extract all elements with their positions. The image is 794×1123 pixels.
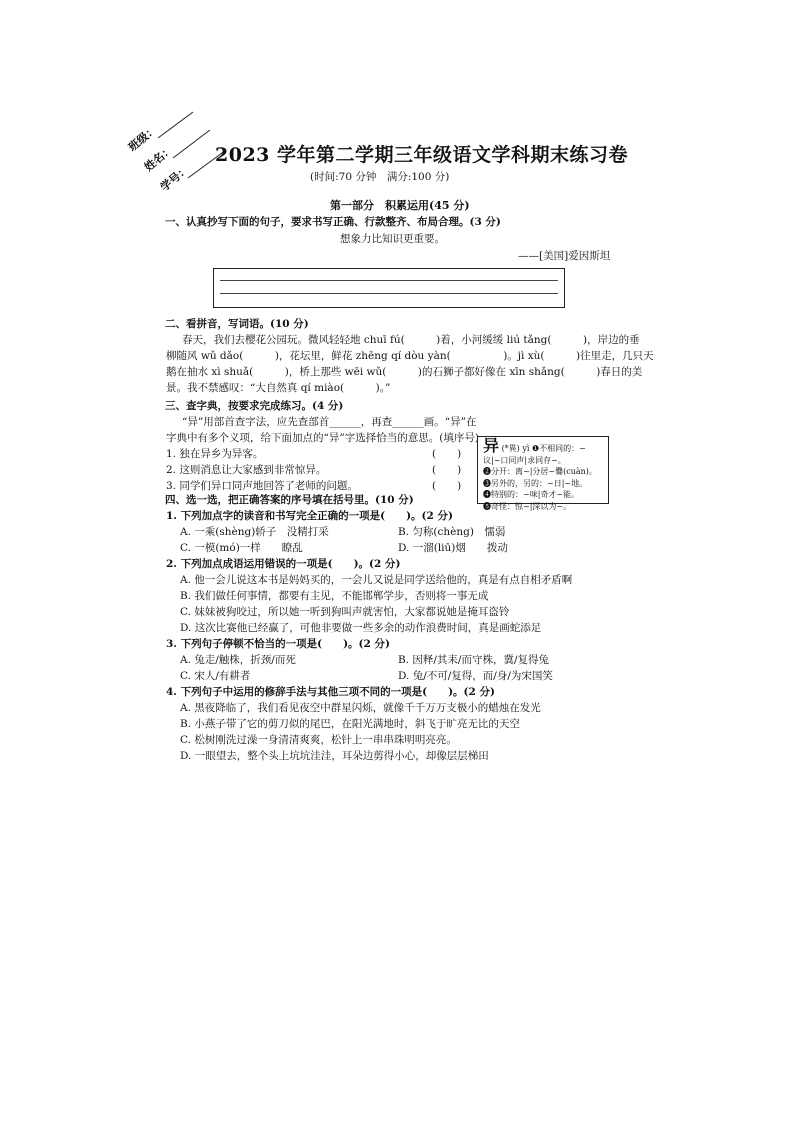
q4-3-stem: 3. 下列句子停顿不恰当的一项是( )。(2 分) <box>166 638 390 650</box>
class-label: 班级： <box>126 122 160 154</box>
q4-3-option-b[interactable]: B. 因释/其耒/而守株，冀/复得兔 <box>398 654 550 666</box>
exam-title: 2023 学年第二学期三年级语文学科期末练习卷 <box>215 144 628 166</box>
q4-2-stem: 2. 下列加点成语运用错误的一项是( )。(2 分) <box>166 558 401 570</box>
q4-3-option-d[interactable]: D. 兔/不可/复得，而/身/为宋国笑 <box>398 670 553 682</box>
q3-answer-2[interactable]: ( ) <box>432 464 462 476</box>
student-info-block <box>118 108 228 198</box>
q4-1-stem: 1. 下列加点字的读音和书写完全正确的一项是( )。(2 分) <box>166 510 453 522</box>
q3-item-num: 3. <box>166 480 177 492</box>
q3-item-2 <box>166 462 326 477</box>
q3-answer-3[interactable]: ( ) <box>432 480 462 492</box>
q2-line-4: 景。我不禁感叹：“大自然真 qí miào( )。” <box>166 382 391 394</box>
q3-item-text: 同学们异口同声地回答了老师的问题。 <box>179 480 358 492</box>
writing-line <box>220 293 558 294</box>
q3-item-3 <box>166 478 358 493</box>
q2-line-1: 春天，我们去樱花公园玩。微风轻轻地 chuī fú( )着，小河缓缓 liú tǎng( )，岸边的垂 <box>182 334 640 346</box>
dictionary-box <box>477 436 609 511</box>
q1-quote: 想象力比知识更重要。 <box>340 233 445 245</box>
exam-subtitle: (时间:70 分钟 满分:100 分) <box>310 171 450 183</box>
q3-intro-1: “异”用部首查字法，应先查部首______，再查______画。“异”在 <box>182 416 477 428</box>
q4-1-option-d[interactable]: D. 一溜(liū)烟 拨动 <box>398 542 508 554</box>
q4-2-option-d[interactable]: D. 这次比赛他已经赢了，可他非要做一些多余的动作浪费时间，真是画蛇添足 <box>180 622 542 634</box>
q2-line-3: 鹅在抽水 xì shuǎ( )，桥上那些 wēi wǔ( )的石狮子都好像在 xīn shǎng( )春日的美 <box>166 366 643 378</box>
dict-def-5: ❺奇怪：惊~|深以为~。 <box>483 501 572 511</box>
q4-4-option-c[interactable]: C. 松树刚洗过澡一身清清爽爽，松针上一串串珠明明亮亮。 <box>180 734 457 746</box>
q4-4-stem: 4. 下列句子中运用的修辞手法与其他三项不同的一项是( )。(2 分) <box>166 686 495 698</box>
q1-heading: 一、认真抄写下面的句子，要求书写正确、行款整齐、布局合理。(3 分) <box>165 216 501 228</box>
dict-def-2: ❷分开：离~|分居~爨(cuàn)。 <box>483 467 597 476</box>
dict-pinyin: yì <box>522 444 530 453</box>
dict-trad: (*異) <box>501 444 520 453</box>
dict-def-3: ❸另外的，另的：~日|~地。 <box>483 478 588 488</box>
dict-head-char: 异 <box>483 436 500 455</box>
q3-item-num: 1. <box>166 448 177 460</box>
name-label: 姓名： <box>142 142 176 174</box>
q3-intro-2: 字典中有多个义项，给下面加点的“异”字选择恰当的意思。(填序号) <box>166 432 479 444</box>
q3-item-num: 2. <box>166 464 177 476</box>
q4-1-option-c[interactable]: C. 一模(mó)一样 瞭乱 <box>180 542 303 554</box>
q4-4-option-b[interactable]: B. 小燕子带了它的剪刀似的尾巴，在阳光满地时，斜飞于旷亮无比的天空 <box>180 718 520 730</box>
q4-4-option-a[interactable]: A. 黑夜降临了，我们看见夜空中群星闪烁，就像千千万万支极小的蜡烛在发光 <box>180 702 541 714</box>
writing-line <box>220 280 558 281</box>
q4-1-option-b[interactable]: B. 匀称(chèng) 懦弱 <box>398 526 506 538</box>
q4-2-option-b[interactable]: B. 我们做任何事情，都要有主见，不能邯郸学步，否则将一事无成 <box>180 590 489 602</box>
q3-answer-1[interactable]: ( ) <box>432 448 462 460</box>
q3-item-text: 独在异乡为异客。 <box>179 448 264 460</box>
dict-def-4: ❹特别的：~味|奇才~能。 <box>483 490 580 499</box>
q3-heading: 三、查字典，按要求完成练习。(4 分) <box>165 400 344 412</box>
q4-2-option-a[interactable]: A. 他一会儿说这本书是妈妈买的，一会儿又说是同学送给他的，真是有点自相矛盾啊 <box>180 574 573 586</box>
q3-item-1 <box>166 446 263 461</box>
q2-line-2: 柳随风 wǔ dǎo( )，花坛里，鲜花 zhēng qí dòu yàn( )。jì xù( )往里走，几只天 <box>166 350 654 362</box>
q4-4-option-d[interactable]: D. 一眼望去，整个头上坑坑洼洼，耳朵边剪得小心，却像层层梯田 <box>180 750 489 762</box>
q1-writing-box[interactable] <box>213 268 565 308</box>
q4-heading: 四、选一选，把正确答案的序号填在括号里。(10 分) <box>165 494 414 506</box>
dict-def-1: ❶不相同的：~议|~口同声|求同存~。 <box>483 444 586 465</box>
q4-3-option-a[interactable]: A. 兔走/触株，折颈/而死 <box>180 654 296 666</box>
q1-author: ——[美国]爱因斯坦 <box>518 250 611 262</box>
q4-3-option-c[interactable]: C. 宋人/有耕者 <box>180 670 251 682</box>
q3-item-text: 这则消息让大家感到非常惊异。 <box>179 464 327 476</box>
q4-1-option-a[interactable]: A. 一乘(shèng)轿子 没精打采 <box>180 526 329 538</box>
q4-2-option-c[interactable]: C. 妹妹被狗咬过，所以她一听到狗叫声就害怕，大家都说她是掩耳盗铃 <box>180 606 510 618</box>
id-label: 学号： <box>158 162 192 194</box>
part1-label: 第一部分 积累运用(45 分) <box>330 199 470 212</box>
q2-heading: 二、看拼音，写词语。(10 分) <box>165 318 309 330</box>
